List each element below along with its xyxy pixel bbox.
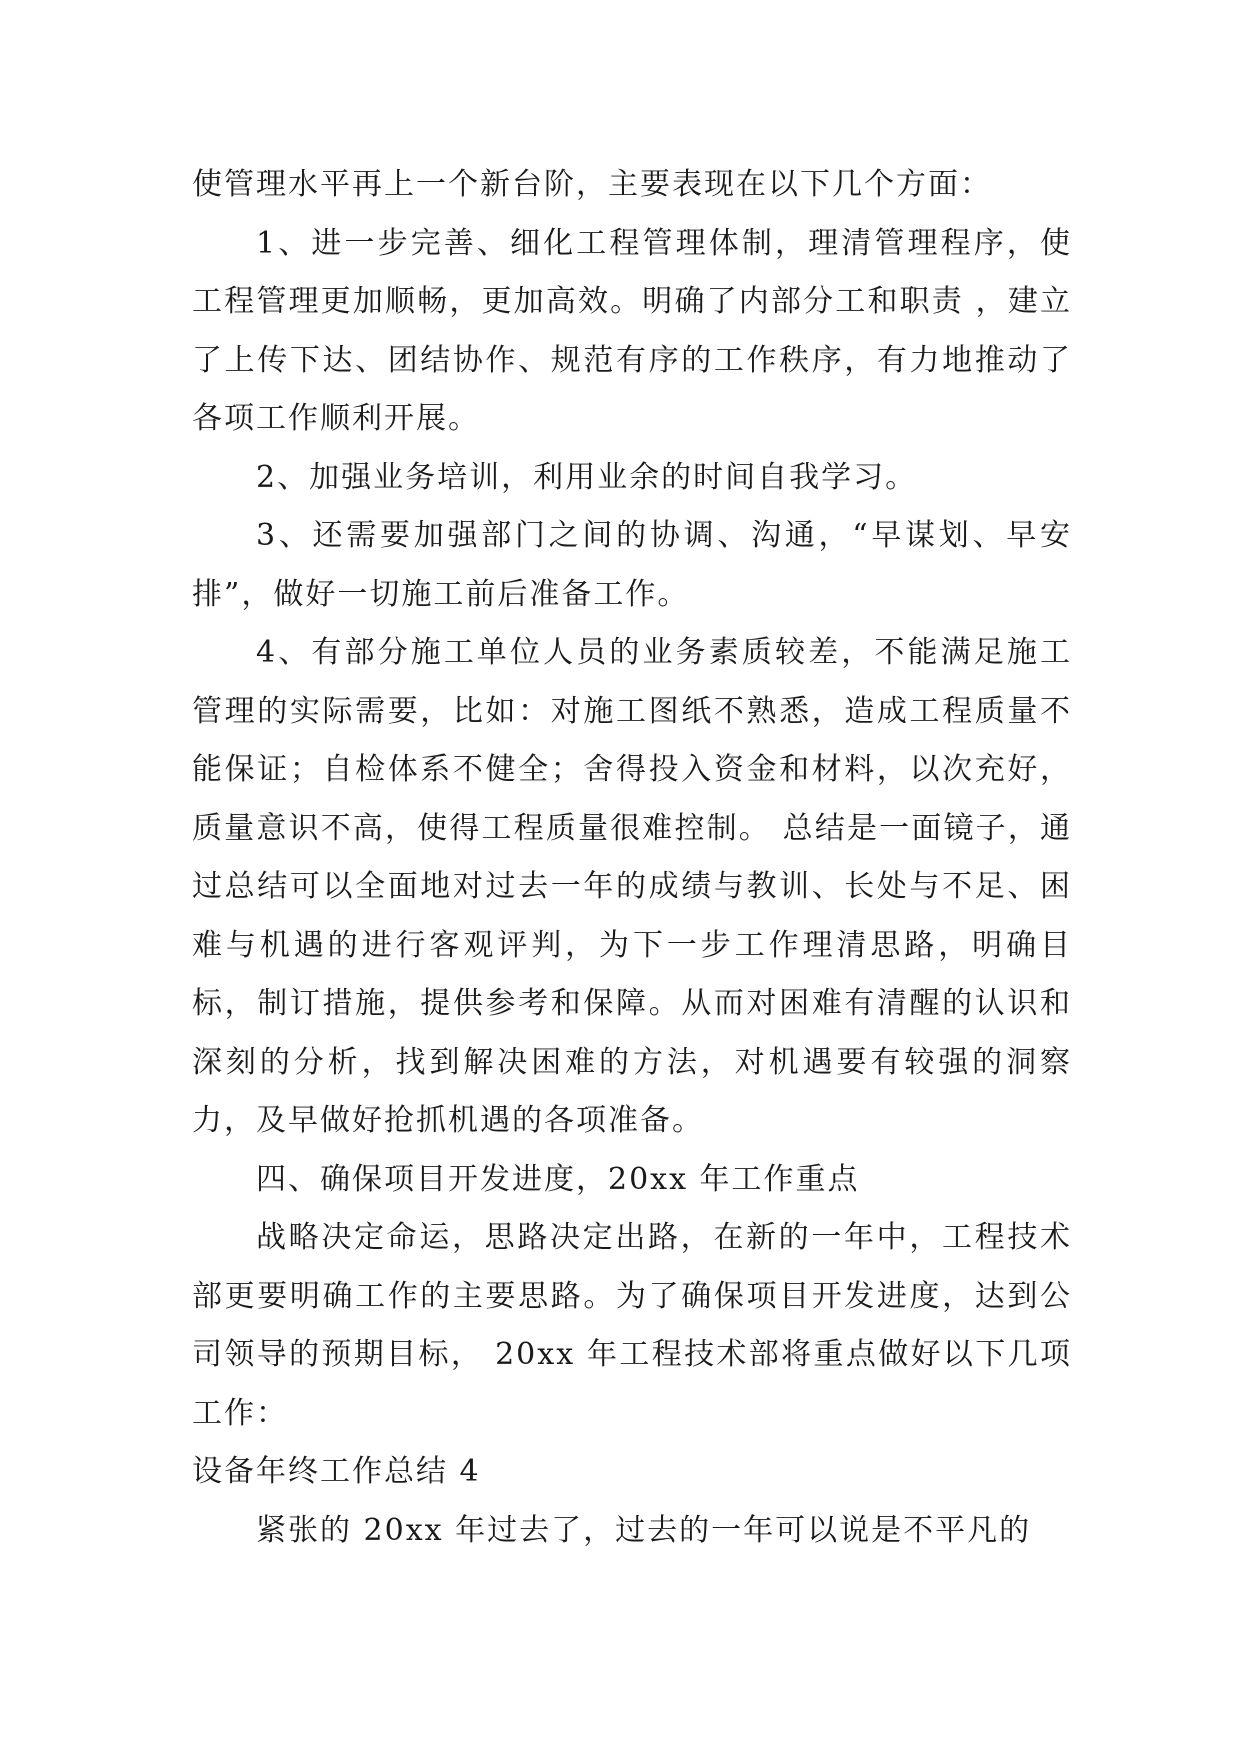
article-title: 设备年终工作总结 4 [192, 1454, 481, 1489]
paragraph-intro: 使管理水平再上一个新台阶，主要表现在以下几个方面： [192, 167, 992, 202]
paragraph-item-1: 1、进一步完善、细化工程管理体制，理清管理程序，使工程管理更加顺畅，更加高效。明确了内部分工和职责 ，建立了上传下达、团结协作、规范有序的工作秩序，有力地推动了各项工作顺利开展。 [192, 225, 1072, 436]
paragraph-opening: 紧张的 20xx 年过去了，过去的一年可以说是不平凡的 [256, 1512, 1032, 1548]
paragraph-item-3: 3、还需要加强部门之间的协调、沟通，“早谋划、早安排”，做好一切施工前后准备工作。 [192, 518, 1072, 612]
paragraph-item-2: 2、加强业务培训，利用业余的时间自我学习。 [256, 459, 918, 495]
section-heading-4: 四、确保项目开发进度，20xx 年工作重点 [256, 1161, 860, 1197]
paragraph-strategy: 战略决定命运，思路决定出路，在新的一年中，工程技术部更要明确工作的主要思路。为了确保项目开发进度，达到公司领导的预期目标， 20xx 年工程技术部将重点做好以下几项工作： [192, 1220, 1072, 1431]
paragraph-item-4: 4、有部分施工单位人员的业务素质较差，不能满足施工管理的实际需要，比如：对施工图纸不熟悉，造成工程质量不能保证；自检体系不健全；舍得投入资金和材料，以次充好，质量意识不高，使得工程质量很难控制。 总结是一面镜子，通过总结可以全面地对过去一年的成绩与教训、长处与不足、困难与机遇的进行客观评判，为下一步工作理清思路，明确目标，制订措施，提供参考和保障。从而对困难有清醒的认识和深刻的分析，找到解决困难的方法，对机遇要有较强的洞察力，及早做好抢抓机遇的各项准备。 [192, 635, 1072, 1138]
document-body [192, 156, 1072, 1560]
